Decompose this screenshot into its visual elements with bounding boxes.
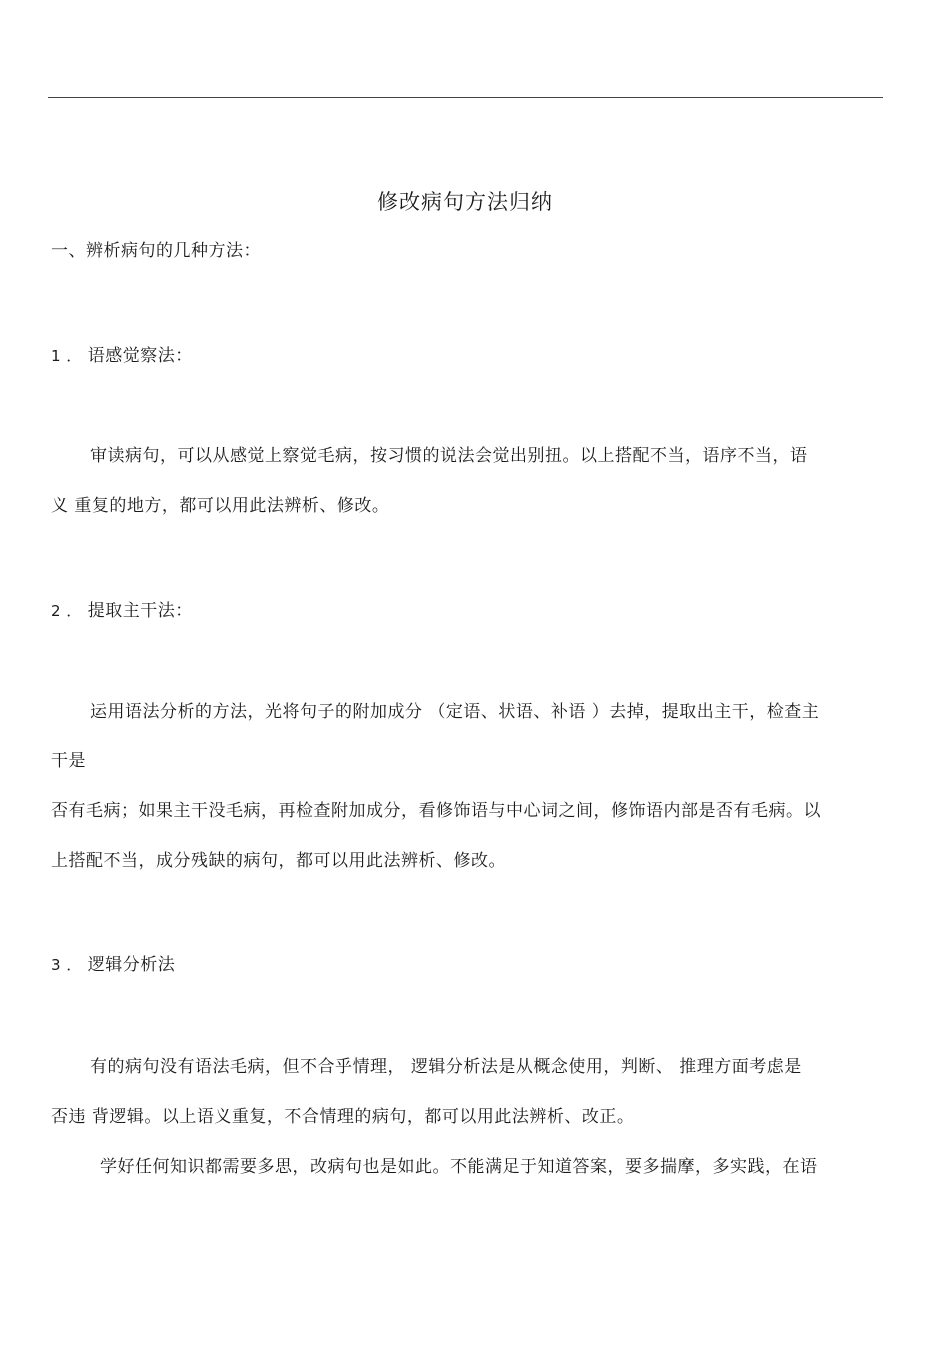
paragraph-line: 干是	[51, 751, 86, 771]
method-number-2: 2	[51, 602, 62, 620]
method-heading-3: 3 ． 逻辑分析法	[51, 955, 176, 975]
paragraph-line: 否有毛病；如果主干没毛病，再检查附加成分，看修饰语与中心词之间，修饰语内部是否有毛病。以	[51, 801, 821, 821]
method-heading-1: 1 ． 语感觉察法：	[51, 346, 193, 366]
paragraph-line: 有的病句没有语法毛病，但不合乎情理， 逻辑分析法是从概念使用，判断、 推理方面考虑是	[90, 1057, 802, 1077]
paragraph-line: 上搭配不当，成分残缺的病句，都可以用此法辨析、修改。	[51, 851, 506, 871]
document-title: 修改病句方法归纳	[377, 190, 553, 214]
method-label-1: 语感觉察法：	[87, 346, 193, 366]
paragraph-line: 否违 背逻辑。以上语义重复，不合情理的病句，都可以用此法辨析、改正。	[51, 1107, 635, 1127]
method-heading-2: 2 ． 提取主干法：	[51, 601, 193, 621]
paragraph-line: 运用语法分析的方法，光将句子的附加成分 （定语、状语、补语 ）去掉，提取出主干，检查主	[90, 702, 820, 722]
method-number-1: 1	[51, 347, 62, 365]
method-label-3: 逻辑分析法	[87, 955, 176, 975]
header-rule	[48, 97, 883, 98]
section-heading: 一、辨析病句的几种方法：	[51, 241, 261, 261]
paragraph-line: 审读病句，可以从感觉上察觉毛病，按习惯的说法会觉出别扭。以上搭配不当，语序不当，语	[90, 446, 808, 466]
paragraph-line: 义 重复的地方，都可以用此法辨析、修改。	[51, 496, 390, 516]
closing-line: 学好任何知识都需要多思，改病句也是如此。不能满足于知道答案，要多揣摩，多实践，在语	[100, 1157, 818, 1177]
method-label-2: 提取主干法：	[87, 601, 193, 621]
method-number-3: 3	[51, 956, 62, 974]
